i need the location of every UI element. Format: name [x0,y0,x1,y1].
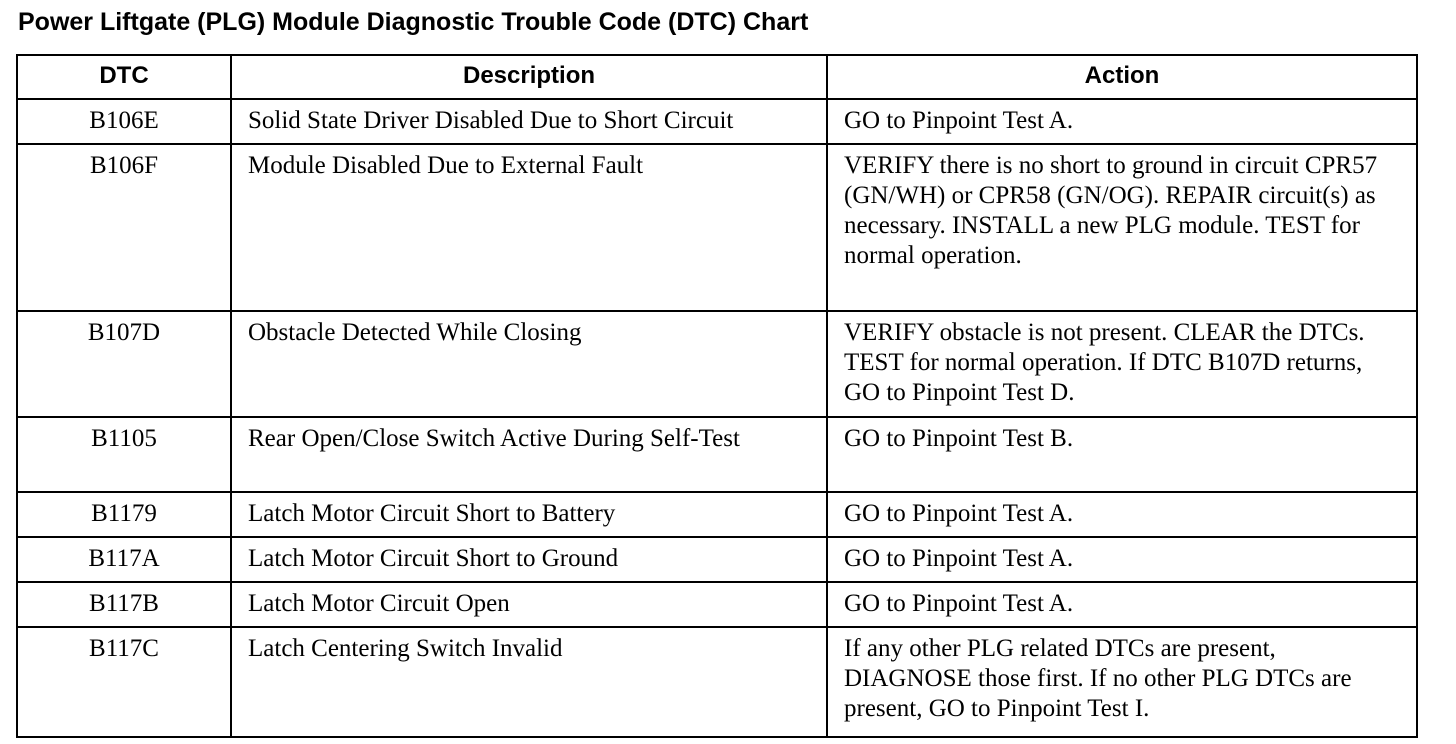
action-cell: GO to Pinpoint Test A. [827,99,1417,144]
description-cell: Solid State Driver Disabled Due to Short Circuit [231,99,827,144]
action-cell: GO to Pinpoint Test A. [827,492,1417,537]
description-cell: Latch Motor Circuit Short to Battery [231,492,827,537]
action-cell: GO to Pinpoint Test B. [827,417,1417,492]
dtc-code-cell: B106E [17,99,231,144]
table-row [17,582,1417,627]
description-cell: Module Disabled Due to External Fault [231,144,827,311]
description-cell: Latch Motor Circuit Short to Ground [231,537,827,582]
table-row [17,311,1417,417]
dtc-table [16,54,1418,738]
action-cell: VERIFY obstacle is not present. CLEAR the DTCs. TEST for normal operation. If DTC B107D returns, GO to Pinpoint Test D. [827,311,1417,417]
table-row [17,492,1417,537]
dtc-code-cell: B117B [17,582,231,627]
table-row [17,99,1417,144]
column-header-action: Action [827,55,1417,99]
description-cell: Latch Centering Switch Invalid [231,627,827,737]
dtc-code-cell: B107D [17,311,231,417]
table-row [17,417,1417,492]
action-cell: GO to Pinpoint Test A. [827,537,1417,582]
dtc-code-cell: B106F [17,144,231,311]
table-row [17,144,1417,311]
dtc-code-cell: B117A [17,537,231,582]
table-header-row [17,55,1417,99]
dtc-code-cell: B1179 [17,492,231,537]
table-row [17,537,1417,582]
action-cell: GO to Pinpoint Test A. [827,582,1417,627]
description-cell: Latch Motor Circuit Open [231,582,827,627]
column-header-dtc: DTC [17,55,231,99]
description-cell: Obstacle Detected While Closing [231,311,827,417]
page-title: Power Liftgate (PLG) Module Diagnostic Trouble Code (DTC) Chart [18,8,809,36]
column-header-description: Description [231,55,827,99]
dtc-code-cell: B117C [17,627,231,737]
action-cell: If any other PLG related DTCs are present, DIAGNOSE those first. If no other PLG DTCs are present, GO to Pinpoint Test I. [827,627,1417,737]
dtc-code-cell: B1105 [17,417,231,492]
table-row [17,627,1417,737]
action-cell: VERIFY there is no short to ground in circuit CPR57 (GN/WH) or CPR58 (GN/OG). REPAIR circuit(s) as necessary. INSTALL a new PLG module. TEST for normal operation. [827,144,1417,311]
description-cell: Rear Open/Close Switch Active During Self-Test [231,417,827,492]
